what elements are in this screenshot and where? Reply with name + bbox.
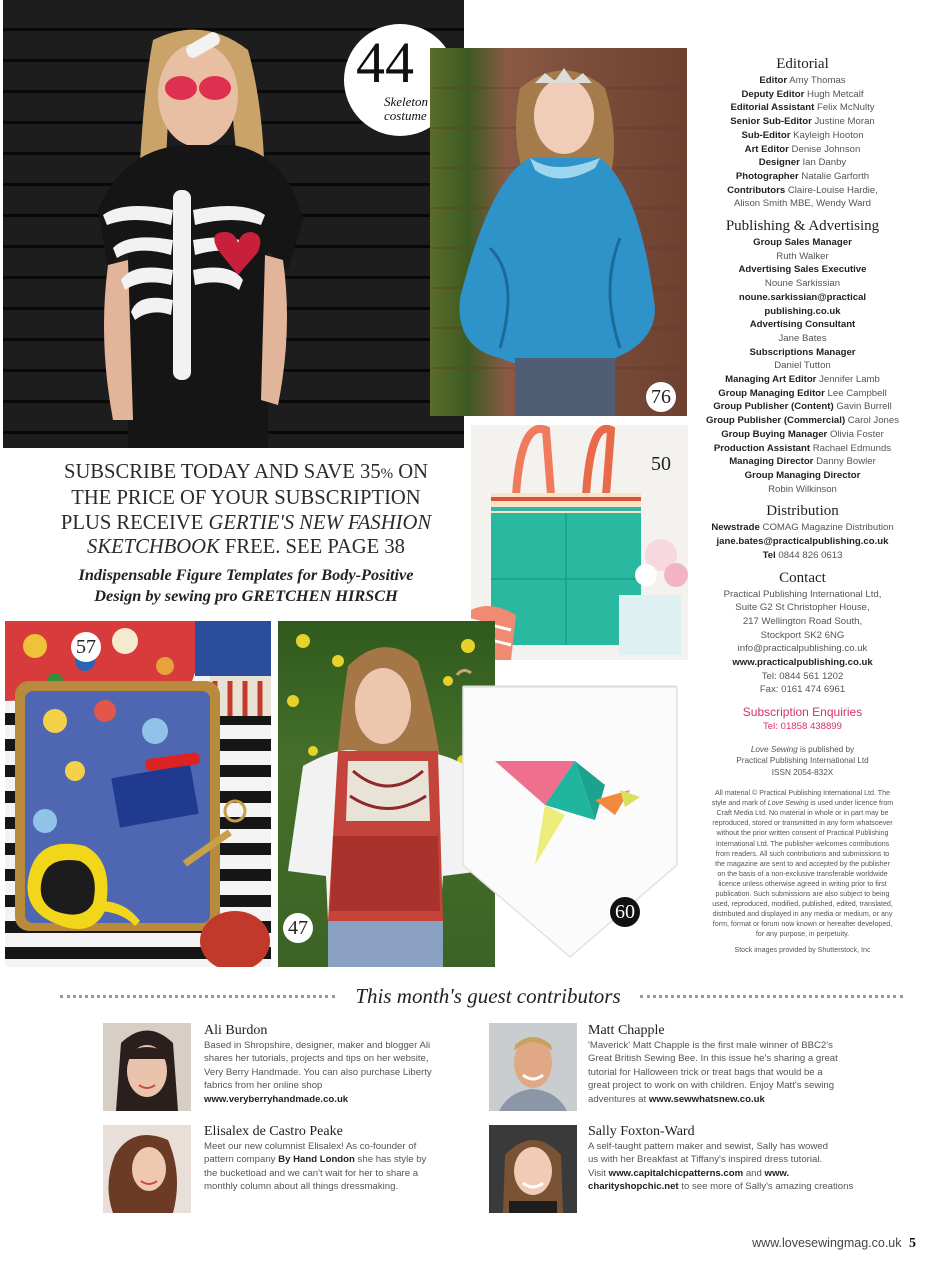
credit-role: Production Assistant [713,442,811,454]
editorial-lines [700,74,905,211]
credit-name: Ruth Walker [776,250,829,262]
credit-line [700,88,905,102]
bio-text: adventures at [588,1093,649,1105]
bio-line: A self-taught pattern maker and sewist, Sally has wowed [588,1141,828,1152]
bio-line: monthly column about all things dressmaking. [204,1181,399,1193]
subscription-section [700,705,905,734]
bio-text: and [743,1167,765,1179]
bio-line [588,1167,878,1180]
contributor-website-link[interactable]: charityshopchic.net [588,1181,679,1193]
contributor-elisalex [204,1123,474,1194]
contributor-bio [204,1039,474,1106]
bio-line: great project to work on with children. Enjoy Matt's sewing [588,1080,835,1092]
credit-name: Gavin Burrell [833,401,892,413]
contributor-bio [204,1140,474,1194]
credit-line [700,170,905,184]
publisher-text: is published by [797,744,855,754]
credit-name: COMAG Magazine Distribution [759,522,894,534]
credit-line [700,414,905,428]
bio-text: to see more of Sally's amazing creations [678,1181,854,1193]
credit-line [700,291,905,305]
avatar-sally-foxton-ward [489,1125,577,1213]
credit-role: noune.sarkissian@practical [738,291,867,303]
credit-line [700,305,905,319]
badge-caption-line2: costume [384,108,427,123]
credit-line [700,683,905,697]
legal-line: International Ltd. The publisher welcomes contributions [715,839,890,848]
bio-line [204,1153,474,1166]
credit-line [700,318,905,332]
bio-line: tutorial for Halloween trick or treat bags that would be a [588,1066,823,1078]
contributor-name: Sally Foxton-Ward [588,1124,695,1139]
subscribe-book-title: GERTIE'S NEW FASHION [208,511,432,534]
contributor-ali [204,1022,474,1106]
legal-line: licence unless otherwise agreed in writing prior to first [718,879,887,888]
contributor-website-link[interactable]: www.capitalchicpatterns.com [608,1167,744,1179]
page-badge-76: 76 [646,382,676,412]
page-badge-50: 50 [651,452,671,475]
floral-purse-photo [5,621,271,967]
badge-number: 44 [356,30,414,95]
credit-role: Managing Art Editor [725,374,817,386]
contributor-name: Matt Chapple [588,1023,665,1038]
legal-line: for any purpose, in perpetuity. [755,930,850,939]
contributor-name: Ali Burdon [204,1023,268,1038]
credit-line [700,197,905,211]
credit-line [700,184,905,198]
credit-role: Art Editor [744,143,789,155]
contributor-name: Elisalex de Castro Peake [204,1124,343,1139]
credit-role: publishing.co.uk [764,305,841,317]
avatar-matt-chapple [489,1023,577,1111]
credit-line [700,277,905,291]
subscribe-text: FREE. SEE PAGE 38 [219,536,405,559]
bio-line [588,1180,878,1193]
credit-name: Carol Jones [845,415,899,427]
credit-role: Group Publisher (Content) [713,401,834,413]
contributor-sally [588,1123,878,1194]
credit-line [700,549,905,563]
credit-line [700,74,905,88]
subscribe-tagline [40,565,452,606]
magazine-title: Love Sewing [750,744,798,754]
credit-line [700,400,905,414]
credit-line [700,656,905,670]
credit-role: Managing Director [729,456,814,468]
legal-line: distributed and displayed in any media or medium, or any [712,910,893,919]
avatar-ali-burdon [103,1023,191,1111]
legal-line: without the prior written consent of Practical Publishing [716,829,889,838]
contact-section [700,569,905,698]
credit-role: www.practicalpublishing.co.uk [732,657,873,669]
credit-line [700,250,905,264]
bio-line [204,1093,474,1106]
credit-role: Subscriptions Manager [749,346,856,358]
credit-line [700,483,905,497]
subscription-heading: Subscription Enquiries [742,705,863,720]
credit-line [700,670,905,684]
legal-line: publication. Such submissions are also subject to being [715,889,890,898]
credit-name: 217 Wellington Road South, [742,615,863,627]
editorial-section [700,55,905,211]
bio-line: fabrics from her online shop [204,1080,323,1092]
page-badge-60: 60 [610,897,640,927]
publishing-section [700,217,905,496]
issn: ISSN 2054-832X [771,767,834,777]
credit-name: Daniel Tutton [774,360,831,372]
credit-role: Group Sales Manager [753,237,852,249]
subscribe-text: ON [393,461,429,483]
credit-line [700,642,905,656]
credit-line [700,332,905,346]
bio-line: Very Berry Handmade. You can also purchase Liberty [204,1066,432,1078]
credit-role: Group Managing Director [744,469,861,481]
contact-lines [700,588,905,698]
credit-role: Photographer [735,170,799,182]
credit-line [700,156,905,170]
credit-role: Contributors [727,184,786,196]
credit-role: jane.bates@practicalpublishing.co.uk [716,536,889,548]
contributor-bio [588,1039,868,1106]
contributor-bio [588,1140,878,1194]
publisher-line-1 [700,744,905,755]
credit-role: Deputy Editor [741,88,805,100]
badge-caption-line1: Skeleton [384,94,429,109]
page-number: 5 [909,1236,916,1251]
company-name: By Hand London [278,1154,355,1166]
credit-name: Danny Bowler [813,456,876,468]
tagline-line-2: Design by sewing pro GRETCHEN HIRSCH [94,585,398,605]
publishing-heading: Publishing & Advertising [725,218,880,235]
credit-line [700,455,905,469]
credit-name: Rachael Edmunds [810,442,892,454]
legal-line: on the basis of a non-exclusive transferable worldwide [717,869,888,878]
credit-line [700,535,905,549]
contributor-website-link[interactable]: www.veryberryhandmade.co.uk [204,1093,349,1105]
bio-text: pattern company [204,1154,279,1166]
bio-text: Visit [588,1167,609,1179]
credit-role: Group Managing Editor [718,387,825,399]
credit-name: Denise Johnson [788,143,861,155]
bio-text: she has style by [354,1154,427,1166]
subscribe-text: PLUS RECEIVE [60,511,209,534]
legal-line: from readers. All such contributions and submissions to [715,849,890,858]
credit-name: Jennifer Lamb [816,374,880,386]
contributors-divider-right [640,995,903,998]
credit-role: Editorial Assistant [730,102,815,114]
credit-name: Claire-Louise Hardie, [785,184,878,196]
credit-line [700,442,905,456]
subscribe-line-3 [40,511,452,535]
credit-role: Advertising Consultant [749,319,856,331]
contributors-heading: This month's guest contributors [355,984,621,1008]
credit-name: Stockport SK2 6NG [760,629,845,641]
credit-name: Lee Campbell [824,387,887,399]
credit-name: Suite G2 St Christopher House, [735,602,870,614]
editorial-heading: Editorial [776,56,829,72]
credit-line [700,129,905,143]
contact-heading: Contact [779,569,826,586]
masthead-credits [700,55,905,956]
credit-line [700,346,905,360]
credit-role: Senior Sub-Editor [730,116,812,128]
credit-name: info@practicalpublishing.co.uk [737,643,868,655]
tangram-pennant-photo [455,665,685,965]
bio-line: Based in Shropshire, designer, maker and blogger Ali [204,1040,431,1051]
legal-rest [700,808,905,939]
credit-line [700,115,905,129]
credit-line [700,629,905,643]
bio-line: the bucketload and we can't wait for her to share a [204,1167,419,1179]
bio-line [588,1093,868,1106]
subscribe-offer [40,460,452,560]
subscribe-text: SUBSCRIBE TODAY AND SAVE [63,461,361,483]
footer-url[interactable]: www.lovesewingmag.co.uk [752,1236,902,1250]
legal-notice [700,788,905,956]
blue-cape-photo [430,48,687,416]
tagline-line-1: Indispensable Figure Templates for Body-Positive [78,565,414,584]
bio-line: us with her Breakfast at Tiffany's inspired dress tutorial. [588,1154,823,1166]
credit-line [700,143,905,157]
credit-name: Jane Bates [778,332,827,344]
credit-line [700,428,905,442]
publisher-info [700,744,905,778]
credit-role: Editor [759,75,788,86]
contributor-matt [588,1022,868,1106]
credit-line [700,101,905,115]
distribution-section [700,502,905,562]
subscribe-percent: 35 [360,461,381,483]
credit-line [700,469,905,483]
credit-role: Advertising Sales Executive [738,264,867,276]
subscription-tel: Tel: 01858 438899 [763,721,842,733]
credit-role: Group Buying Manager [721,428,828,440]
subscribe-book-title: SKETCHBOOK [87,536,220,559]
credit-name: Felix McNulty [814,102,875,114]
page-badge-47: 47 [283,913,313,943]
publishing-lines [700,236,905,496]
stock-credit: Stock images provided by Shutterstock, Inc [734,946,871,955]
credit-role: Newstrade [711,522,760,534]
credit-name: Kayleigh Hooton [790,129,864,141]
credit-line [700,615,905,629]
credit-role: Sub-Editor [741,129,791,141]
credit-name: Practical Publishing International Ltd, [723,588,882,600]
subscribe-line-1 [40,460,452,486]
legal-line [700,798,905,808]
credit-line [700,387,905,401]
page-badge-57: 57 [71,632,101,662]
legal-line: Craft Media Ltd. No material in whole or in part may be [716,809,889,818]
credit-name: Alison Smith MBE, Wendy Ward [733,198,872,210]
credit-name: Justine Moran [811,116,875,128]
legal-line: the magazine are sent to and accepted by the publisher [715,859,890,868]
page-footer [752,1236,916,1252]
bio-line: 'Maverick' Matt Chapple is the first male winner of BBC2's [588,1040,833,1051]
legal-line: All material © Practical Publishing International Ltd. The [714,789,891,798]
credit-name: Natalie Garforth [798,170,870,182]
credit-name: Olivia Foster [827,428,884,440]
credit-role: Designer [758,157,800,169]
credit-name: 0844 826 0613 [775,549,843,561]
contributor-website-link[interactable]: www. [764,1167,790,1179]
credit-role: Group Publisher (Commercial) [706,415,846,427]
credit-line [700,359,905,373]
distribution-heading: Distribution [766,503,839,520]
credit-line [700,263,905,277]
credit-line [700,373,905,387]
credit-name: Robin Wilkinson [768,483,837,495]
legal-line: form, format or forum now known or hereafter developed, [712,920,893,929]
legal-line: reproduced, stored or transmitted in any form whatsoever [712,819,893,828]
credit-line [700,601,905,615]
credit-name: Fax: 0161 474 6961 [759,684,846,696]
legal-text: style and mark of [711,799,768,808]
contributor-website-link[interactable]: www.sewwhatsnew.co.uk [648,1093,765,1105]
credit-name: Hugh Metcalf [804,88,864,100]
credit-name: Ian Danby [799,157,847,169]
credit-line [700,521,905,535]
credit-name: Tel: 0844 561 1202 [761,670,844,682]
subscribe-percent-sign: % [380,466,394,482]
legal-magazine-title: Love Sewing [767,799,809,808]
bio-line: shares her tutorials, projects and tips on her website, [204,1053,429,1065]
publisher-line-2: Practical Publishing International Ltd [736,756,869,766]
legal-line: used, reproduced, modified, published, edited, translated, [712,900,893,909]
credit-role: Tel [762,549,776,561]
credit-name: Noune Sarkissian [764,278,841,290]
bio-line: Great British Sewing Bee. In this issue he's sharing a great [588,1053,838,1065]
subscribe-line-2: THE PRICE OF YOUR SUBSCRIPTION [71,487,421,510]
credit-line [700,588,905,602]
avatar-elisalex [103,1125,191,1213]
bio-line: Meet our new columnist Elisalex! As co-founder of [204,1141,417,1152]
credit-line [700,236,905,250]
subscribe-line-4 [40,535,452,559]
distribution-lines [700,521,905,562]
contributors-divider-left [60,995,335,998]
legal-text: is used under licence from [808,799,894,808]
credit-name: Amy Thomas [787,75,846,86]
